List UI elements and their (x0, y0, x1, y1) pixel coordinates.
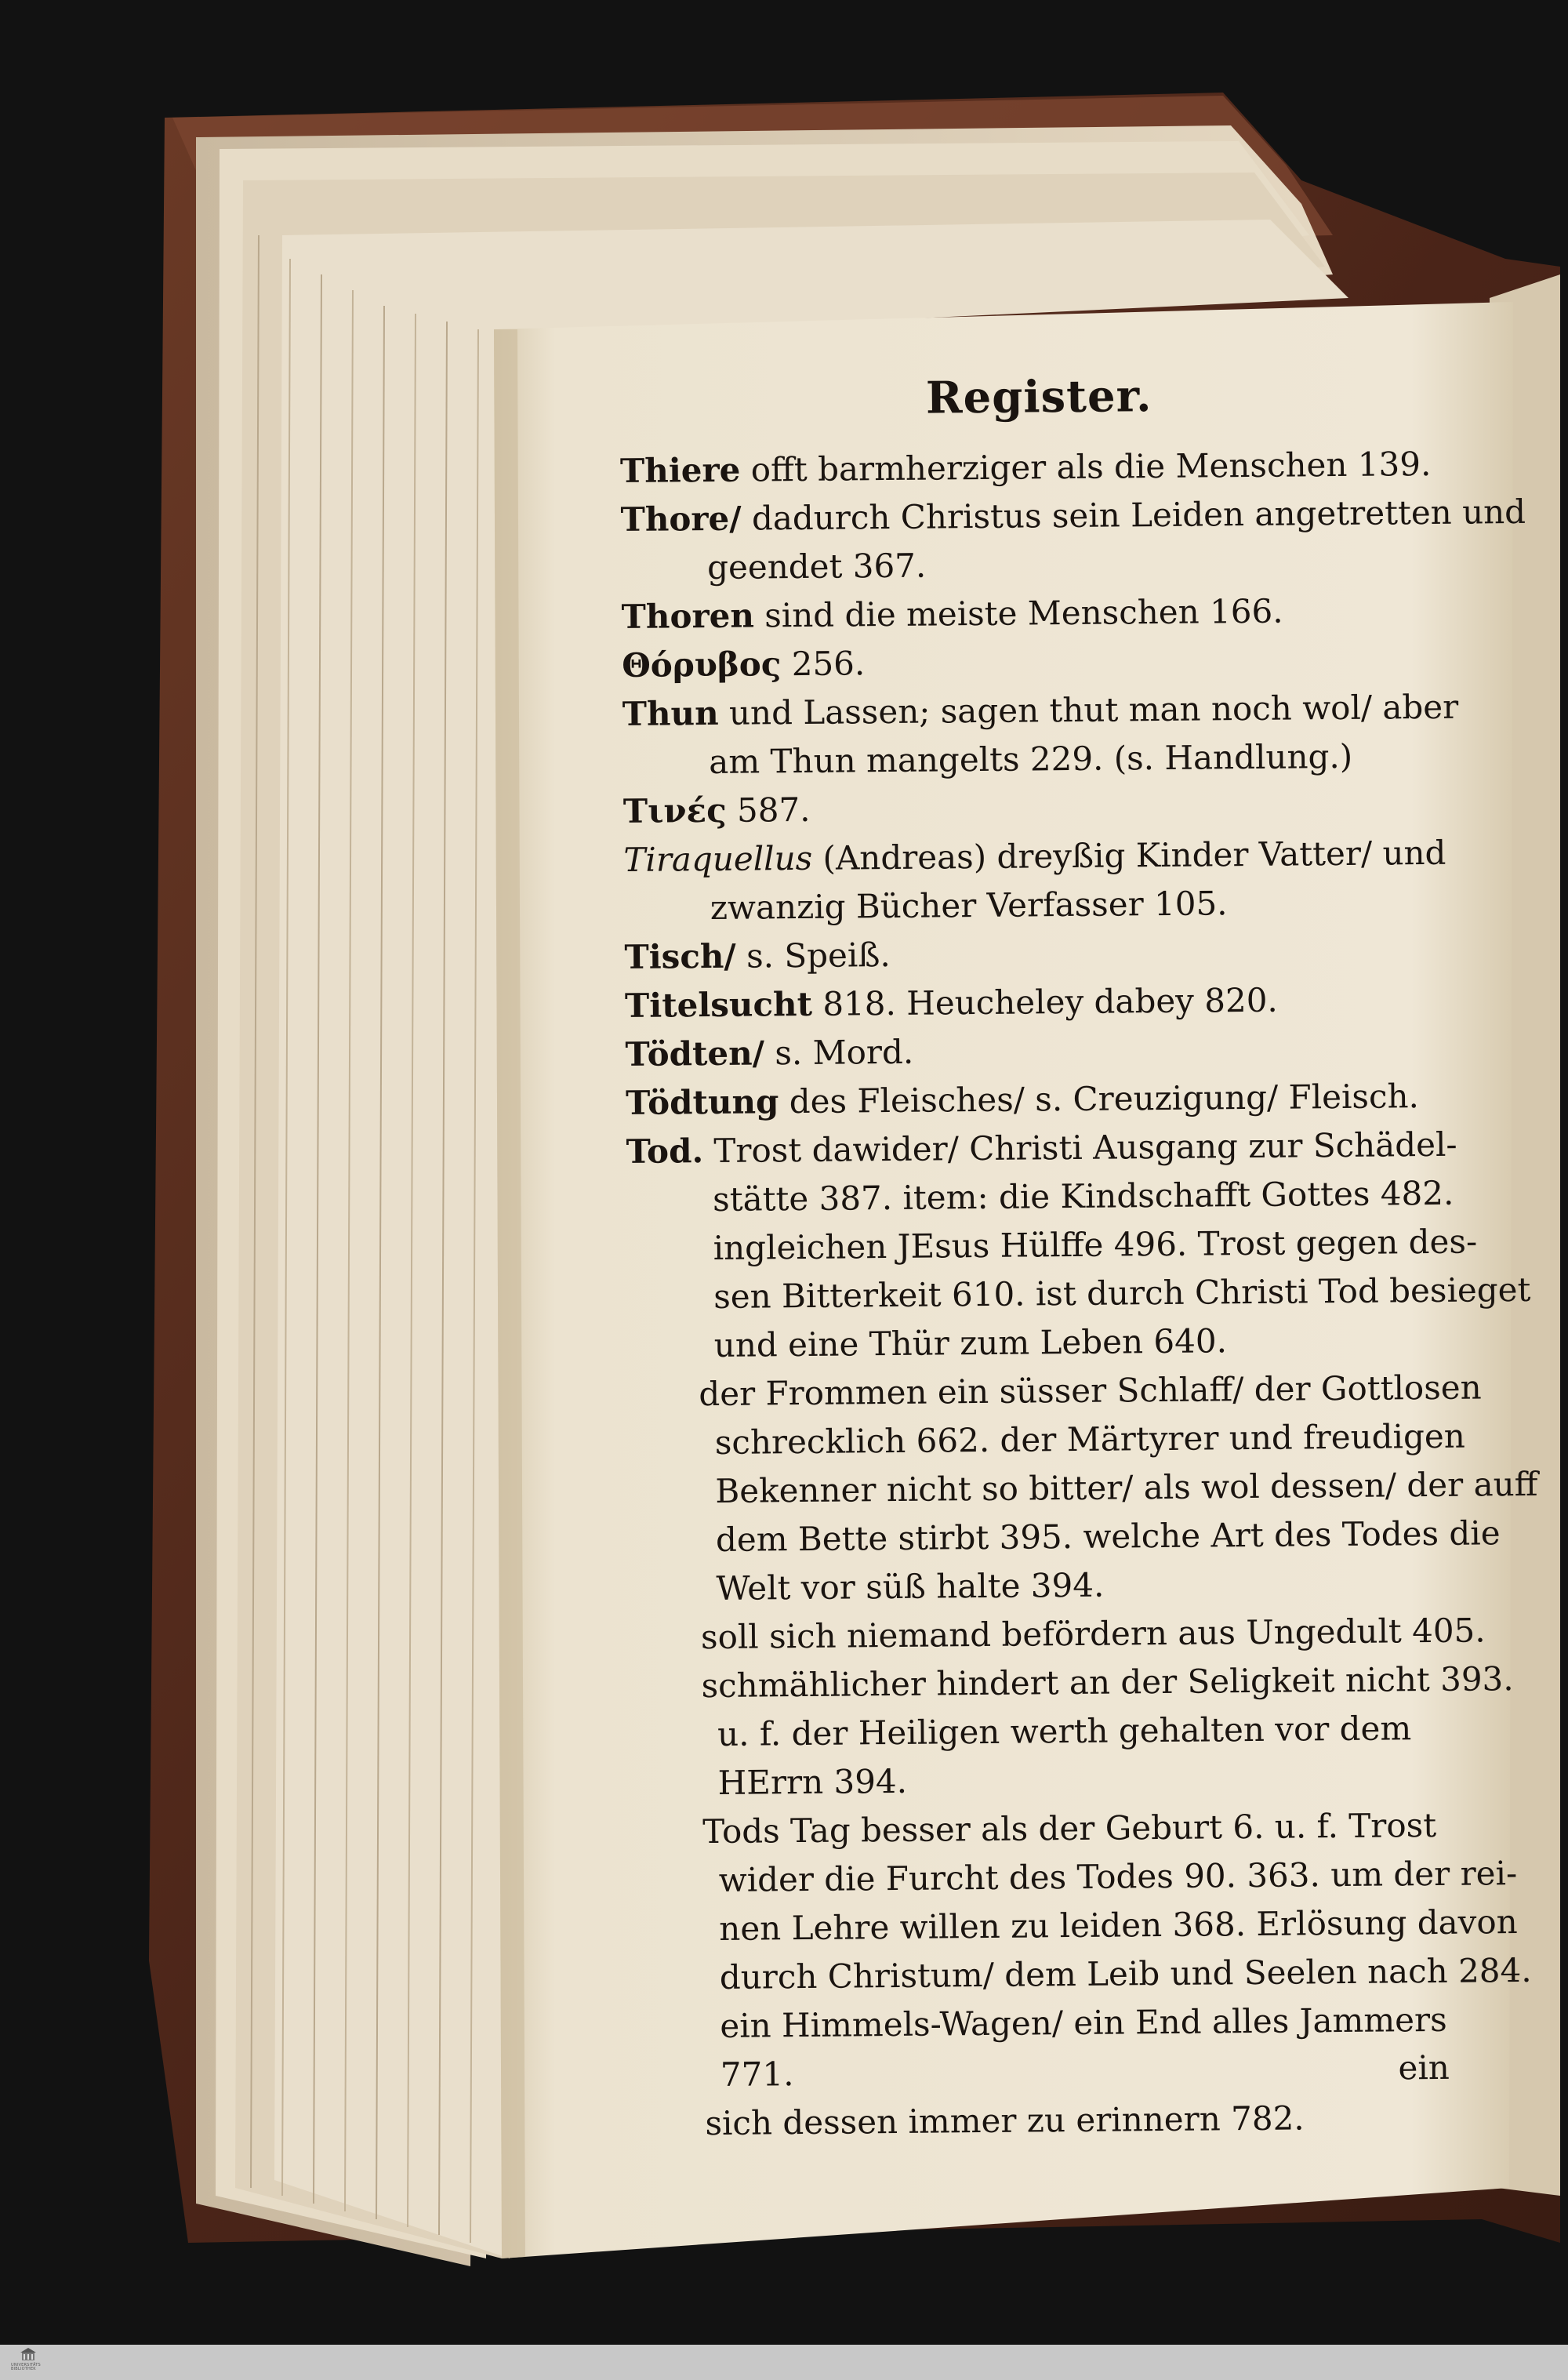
entry-text: sind die meiste Menschen 166. (764, 591, 1283, 635)
register-entry (625, 975, 1465, 1030)
entry-line (632, 1801, 1472, 1857)
library-logo-text: UNIVERSITÄTS BIBLIOTHEK (11, 2363, 41, 2371)
entry-line (626, 1121, 1465, 1176)
entry-line (621, 537, 1461, 593)
viewer-bottom-bar (0, 2345, 1568, 2380)
entry-term: Τινές (622, 790, 727, 830)
register-entry (623, 780, 1463, 836)
entry-line (620, 489, 1526, 544)
register-entry (624, 926, 1464, 982)
entry-text: nen Lehre willen zu leiden 368. Erlösung davon (719, 1902, 1518, 1948)
entry-line (633, 1899, 1518, 1954)
entry-term: Tödtung (625, 1082, 779, 1122)
entry-term: Θόρυβος (622, 645, 782, 685)
register-entry (626, 1121, 1531, 1371)
library-logo-icon (20, 2346, 37, 2364)
entry-text: sich dessen immer zu erinnern 782. (705, 2098, 1305, 2143)
entry-text: am Thun mangelts 229. (s. Handlung.) (709, 736, 1353, 782)
entry-term: Tiraquellus (623, 838, 813, 879)
entry-term: Thiere (619, 450, 741, 490)
entry-text: stätte 387. item: die Kindschafft Gottes 482. (712, 1173, 1454, 1219)
register-entry (625, 1023, 1465, 1079)
entry-line (630, 1607, 1486, 1662)
register-entry (620, 489, 1526, 593)
entry-text: offt barmherziger als die Menschen 139. (750, 444, 1432, 489)
entry-text: dadurch Christus sein Leiden angetretten und (751, 492, 1526, 538)
entry-text: 818. Heucheley dabey 820. (822, 980, 1278, 1023)
entry-text: geendet 367. (706, 546, 927, 587)
entry-term: Thun (622, 693, 719, 733)
entry-text: zwanzig Bücher Verfasser 105. (710, 884, 1228, 928)
register-entry (622, 634, 1461, 690)
entry-line (633, 1947, 1532, 2003)
entry-text: soll sich niemand befördern aus Ungedult 405. (700, 1611, 1486, 1657)
entry-text: ingleichen JEsus Hülffe 496. Trost gegen des- (713, 1222, 1478, 1267)
register-entry (626, 1072, 1465, 1128)
register-entry (628, 1364, 1538, 1614)
entry-text: ein Himmels-Wagen/ ein End alles Jammers (720, 2000, 1447, 2045)
page-heading: Register. (925, 370, 1152, 424)
register-entry (621, 586, 1461, 641)
entry-line (626, 1169, 1466, 1225)
entry-line (627, 1266, 1531, 1322)
entry-line (625, 975, 1465, 1030)
entry-line (634, 2093, 1474, 2149)
entry-text: und eine Thür zum Leben 640. (713, 1321, 1228, 1364)
entry-line (630, 1655, 1514, 1711)
entry-line (624, 926, 1464, 982)
library-logo (11, 2346, 45, 2378)
entry-text: HErrn 394. (717, 1761, 908, 1802)
entry-line (624, 878, 1464, 933)
entry-line (626, 1218, 1478, 1274)
entry-text: schrecklich 662. der Märtyrer und freudigen (714, 1416, 1465, 1462)
entry-line (630, 1510, 1501, 1565)
entry-line (622, 683, 1461, 739)
entry-text: Trost dawider/ Christi Ausgang zur Schädel- (713, 1125, 1457, 1170)
entry-text: 771. (720, 2055, 794, 2094)
register-entry (620, 440, 1460, 496)
entry-term: Tödten/ (625, 1034, 765, 1074)
entry-line (620, 440, 1460, 496)
entry-text: der Frommen ein süsser Schlaff/ der Gottlosen (699, 1368, 1482, 1414)
entry-line (634, 2044, 1474, 2100)
entry-term: Tod. (626, 1132, 704, 1171)
entry-term: Thoren (621, 596, 755, 636)
entry-text: 587. (736, 790, 811, 830)
entry-term: Thore/ (620, 499, 742, 539)
entry-line (626, 1072, 1465, 1128)
register-entry (622, 683, 1461, 787)
entry-text: und Lassen; sagen thut man noch wol/ aber (728, 687, 1459, 732)
entry-line (630, 1558, 1469, 1614)
entry-line (628, 1364, 1482, 1419)
entry-text: sen Bitterkeit 610. ist durch Christi Tod besieget (713, 1270, 1531, 1316)
entry-text: u. f. der Heiligen werth gehalten vor dem (717, 1709, 1412, 1753)
entry-text: s. Mord. (775, 1032, 914, 1073)
entry-line (632, 1850, 1518, 1906)
entry-term: Tisch/ (624, 936, 736, 976)
entry-line (623, 780, 1463, 836)
entry-text: 256. (791, 644, 866, 684)
entry-text: Bekenner nicht so bitter/ als wol dessen/ der auff (715, 1464, 1538, 1510)
entry-line (631, 1704, 1471, 1760)
entry-line (631, 1753, 1471, 1808)
entry-line (625, 1023, 1465, 1079)
register-entry (632, 1801, 1532, 2100)
entry-text: (Andreas) dreyßig Kinder Vatter/ und (822, 833, 1446, 878)
register-entry (634, 2093, 1474, 2149)
entry-line (629, 1461, 1538, 1517)
entry-text: dem Bette stirbt 395. welche Art des Todes die (715, 1513, 1501, 1559)
entry-text: wider die Furcht des Todes 90. 363. um der rei- (718, 1854, 1518, 1899)
register-entries (619, 440, 1538, 2149)
entry-text: Welt vor süß halte 394. (716, 1565, 1105, 1608)
entry-line (622, 634, 1461, 690)
entry-line (621, 586, 1461, 641)
register-entry (630, 1607, 1486, 1662)
entry-text: schmählicher hindert an der Seligkeit nicht 393. (701, 1659, 1514, 1706)
entry-line (623, 829, 1463, 885)
entry-text: durch Christum/ dem Leib und Seelen nach 284. (719, 1950, 1532, 1997)
entry-text: Tods Tag besser als der Geburt 6. u. f. Trost (702, 1805, 1437, 1851)
register-entry (623, 829, 1463, 933)
catchword: ein (1398, 2048, 1450, 2087)
entry-line (629, 1412, 1468, 1468)
entry-line (622, 732, 1462, 787)
register-entry (630, 1655, 1514, 1808)
entry-text: des Fleisches/ s. Creuzigung/ Fleisch. (789, 1077, 1420, 1121)
entry-term: Titelsucht (624, 984, 813, 1025)
entry-text: s. Speiß. (746, 936, 891, 976)
entry-line (628, 1315, 1468, 1371)
entry-line (633, 1996, 1473, 2051)
